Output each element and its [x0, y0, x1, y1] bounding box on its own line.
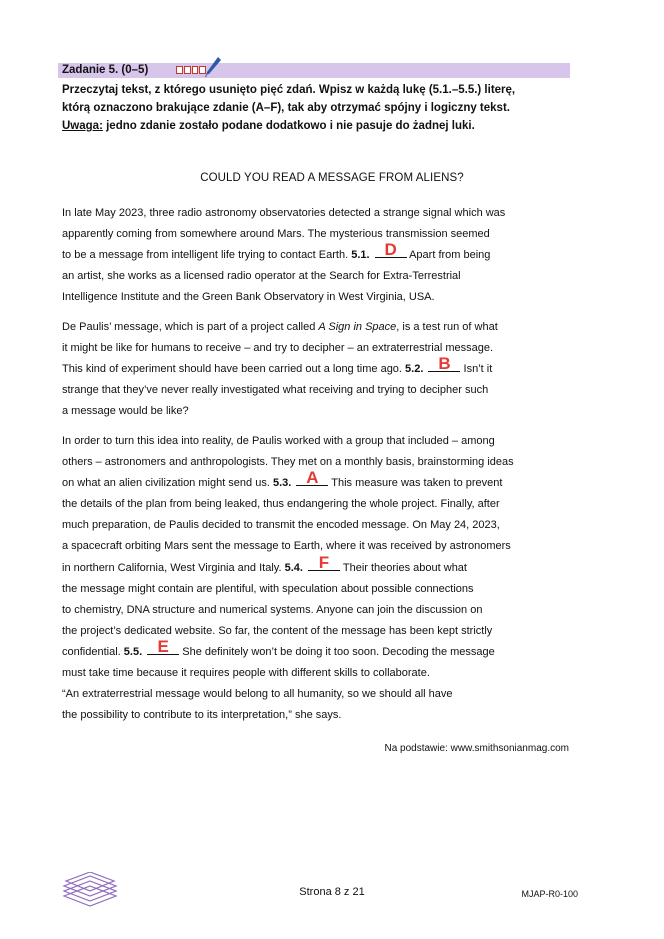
text-line	[62, 240, 582, 266]
text-span: Isn’t it	[463, 363, 493, 376]
text-line	[62, 552, 582, 579]
answer-letter: D	[384, 240, 397, 260]
text-span: confidential.	[62, 645, 121, 658]
answer-letter: B	[438, 354, 451, 374]
page-number: Strona 8 z 21	[299, 886, 365, 898]
text-span: to be a message from intelligent life trying to contact Earth.	[62, 249, 349, 262]
answer-gap-5-4[interactable]	[308, 552, 340, 572]
gap-label: 5.4.	[284, 561, 303, 574]
score-box	[176, 66, 183, 74]
text-line: must take time because it requires people with different skills to collaborate.	[62, 667, 430, 680]
answer-letter: E	[157, 636, 169, 656]
text-line: the details of the plan from being leaked, thus endangering the whole project. Finally, after	[62, 498, 500, 511]
note-text: jedno zdanie zostało podane dodatkowo i nie pasuje do żadnej luki.	[102, 120, 475, 132]
score-box	[184, 66, 191, 74]
instruction-note	[62, 117, 574, 135]
task-instructions	[62, 81, 574, 135]
text-line	[62, 354, 582, 380]
text-line: others – astronomers and anthropologists. They met on a monthly basis, brainstorming ideas	[62, 456, 514, 469]
answer-gap-5-5[interactable]	[147, 636, 179, 656]
article-title: COULD YOU READ A MESSAGE FROM ALIENS?	[200, 172, 464, 184]
source-note: Na podstawie: www.smithsonianmag.com	[384, 743, 569, 754]
gap-label: 5.5.	[123, 645, 143, 658]
text-line: the possibility to contribute to its interpretation,” she says.	[62, 709, 342, 722]
answer-gap-5-1[interactable]	[375, 240, 407, 260]
text-span: De Paulis’ message, which is part of a project called	[62, 321, 316, 333]
gap-label: 5.1.	[351, 249, 370, 262]
paragraph-1	[62, 203, 582, 308]
note-label: Uwaga:	[62, 120, 103, 132]
text-line: apparently coming from somewhere around Mars. The mysterious transmission seemed	[62, 228, 490, 241]
text-span: in northern California, West Virginia and Italy.	[62, 561, 282, 574]
text-line: In order to turn this idea into reality, de Paulis worked with a group that included – among	[62, 435, 495, 447]
text-line: “An extraterrestrial message would belong to all humanity, so we should all have	[62, 688, 453, 701]
text-span: She definitely won’t be doing it too soon. Decoding the message	[182, 645, 495, 658]
answer-gap-5-3[interactable]	[296, 468, 328, 488]
instruction-line: Przeczytaj tekst, z którego usunięto pięć zdań. Wpisz w każdą lukę (5.1.–5.5.) literę,	[62, 84, 516, 96]
text-line: strange that they’ve never really investigated what receiving and trying to decipher such	[62, 384, 489, 397]
text-line: the project’s dedicated website. So far, the content of the message has been kept strictly	[62, 624, 493, 637]
text-line	[62, 636, 582, 663]
text-span: on what an alien civilization might send us.	[62, 477, 270, 490]
score-boxes	[176, 66, 206, 74]
project-name: A Sign in Space	[318, 321, 397, 333]
answer-letter: F	[318, 552, 330, 572]
text-span: This measure was taken to prevent	[331, 477, 503, 490]
pen-icon	[204, 56, 222, 78]
text-line	[62, 317, 582, 338]
text-line: to chemistry, DNA structure and numerical systems. Anyone can join the discussion on	[62, 603, 483, 616]
gap-label: 5.2.	[405, 363, 424, 376]
text-line: Intelligence Institute and the Green Bank Observatory in West Virginia, USA.	[62, 291, 435, 304]
text-line: a message would be like?	[62, 405, 189, 418]
text-line: much preparation, de Paulis decided to transmit the encoded message. On May 24, 2023,	[62, 519, 500, 532]
answer-gap-5-2[interactable]	[428, 354, 460, 374]
text-span: , is a test run of what	[396, 321, 498, 333]
text-line: an artist, she works as a licensed radio operator at the Search for Extra-Terrestrial	[62, 270, 461, 283]
document-code: MJAP-R0-100	[521, 889, 578, 899]
paragraph-3	[62, 431, 582, 726]
text-span: Their theories about what	[342, 561, 467, 574]
text-line: In late May 2023, three radio astronomy observatories detected a strange signal which was	[62, 207, 506, 219]
text-span: This kind of experiment should have been carried out a long time ago.	[62, 363, 402, 376]
text-span: Apart from being	[409, 249, 491, 262]
score-box	[192, 66, 199, 74]
text-line: it might be like for humans to receive – and try to decipher – an extraterrestrial message.	[62, 342, 494, 355]
text-line	[62, 468, 582, 494]
answer-letter: A	[306, 468, 319, 488]
paragraph-2	[62, 317, 582, 422]
gap-label: 5.3.	[272, 477, 292, 490]
text-line: the message might contain are plentiful, with speculation about possible connections	[62, 582, 474, 595]
text-line: a spacecraft orbiting Mars sent the message to Earth, where it was received by astronomers	[62, 540, 511, 553]
task-title: Zadanie 5. (0–5)	[62, 64, 149, 76]
instruction-line: którą oznaczono brakujące zdanie (A–F), tak aby otrzymać spójny i logiczny tekst.	[62, 102, 510, 114]
